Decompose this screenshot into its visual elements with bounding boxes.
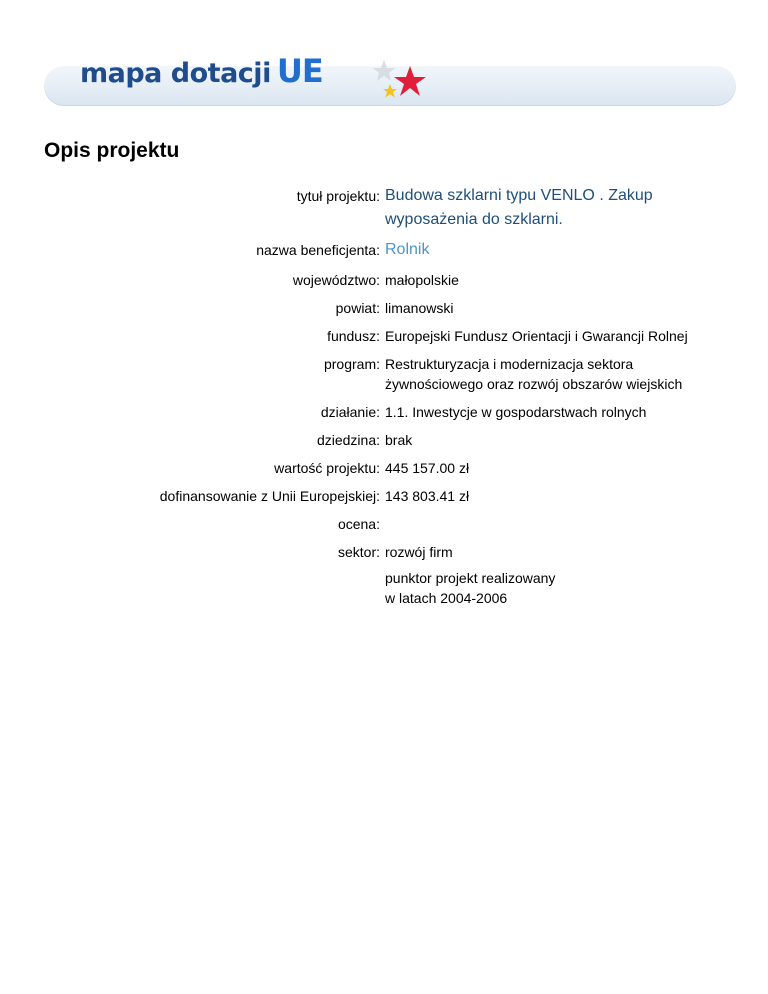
note-line-2: w latach 2004-2006 [385,590,508,606]
field-label: powiat: [335,300,380,316]
field-row-fund [0,324,768,346]
project-title-value: Budowa szklarni typu VENLO . Zakup wyposażenia do szklarni. [385,187,653,228]
logo-ue: UE [276,52,323,90]
action-value: 1.1. Inwestycje w gospodarstwach rolnych [385,404,647,420]
field-label: dofinansowanie z Unii Europejskiej: [159,488,380,504]
field-label: tytuł projektu: [296,188,380,204]
field-label: fundusz: [327,328,380,344]
field-row-eu-funding [0,484,768,506]
field-row-sector [0,540,768,562]
field-label: ocena: [337,516,380,532]
field-row-project-value [0,456,768,478]
site-logo[interactable] [80,52,323,90]
field-label: województwo: [292,272,380,288]
sector-value: rozwój firm [385,544,453,560]
field-label: dziedzina: [316,432,380,448]
field-row-action [0,400,768,422]
field-row-beneficiary [0,238,768,262]
project-details [0,184,768,608]
field-label: działanie: [320,404,380,420]
fund-value: Europejski Fundusz Orientacji i Gwarancji Rolnej [385,328,688,344]
rating-value [385,512,725,534]
field-row-program [0,352,768,394]
project-value-amount: 445 157.00 zł [385,460,470,476]
field-label: sektor: [337,544,380,560]
field-label: nazwa beneficjenta: [256,242,380,258]
field-row-rating [0,512,768,534]
logo-text: mapa dotacji [80,58,271,89]
beneficiary-link[interactable]: Rolnik [385,241,430,258]
voivodeship-value: małopolskie [385,272,459,288]
domain-value: brak [385,432,413,448]
period-note [0,568,768,608]
field-label: program: [323,356,380,372]
page-title: Opis projektu [44,139,180,162]
eu-funding-amount: 143 803.41 zł [385,488,470,504]
field-row-title [0,184,768,232]
field-label: wartość projektu: [274,460,380,476]
field-row-county [0,296,768,318]
note-line-1: punktor projekt realizowany [385,570,556,586]
program-value: Restrukturyzacja i modernizacja sektora żywnościowego oraz rozwój obszarów wiejskich [385,356,683,392]
county-value: limanowski [385,300,454,316]
eu-stars-icon [370,56,432,104]
field-row-domain [0,428,768,450]
field-row-voivodeship [0,268,768,290]
